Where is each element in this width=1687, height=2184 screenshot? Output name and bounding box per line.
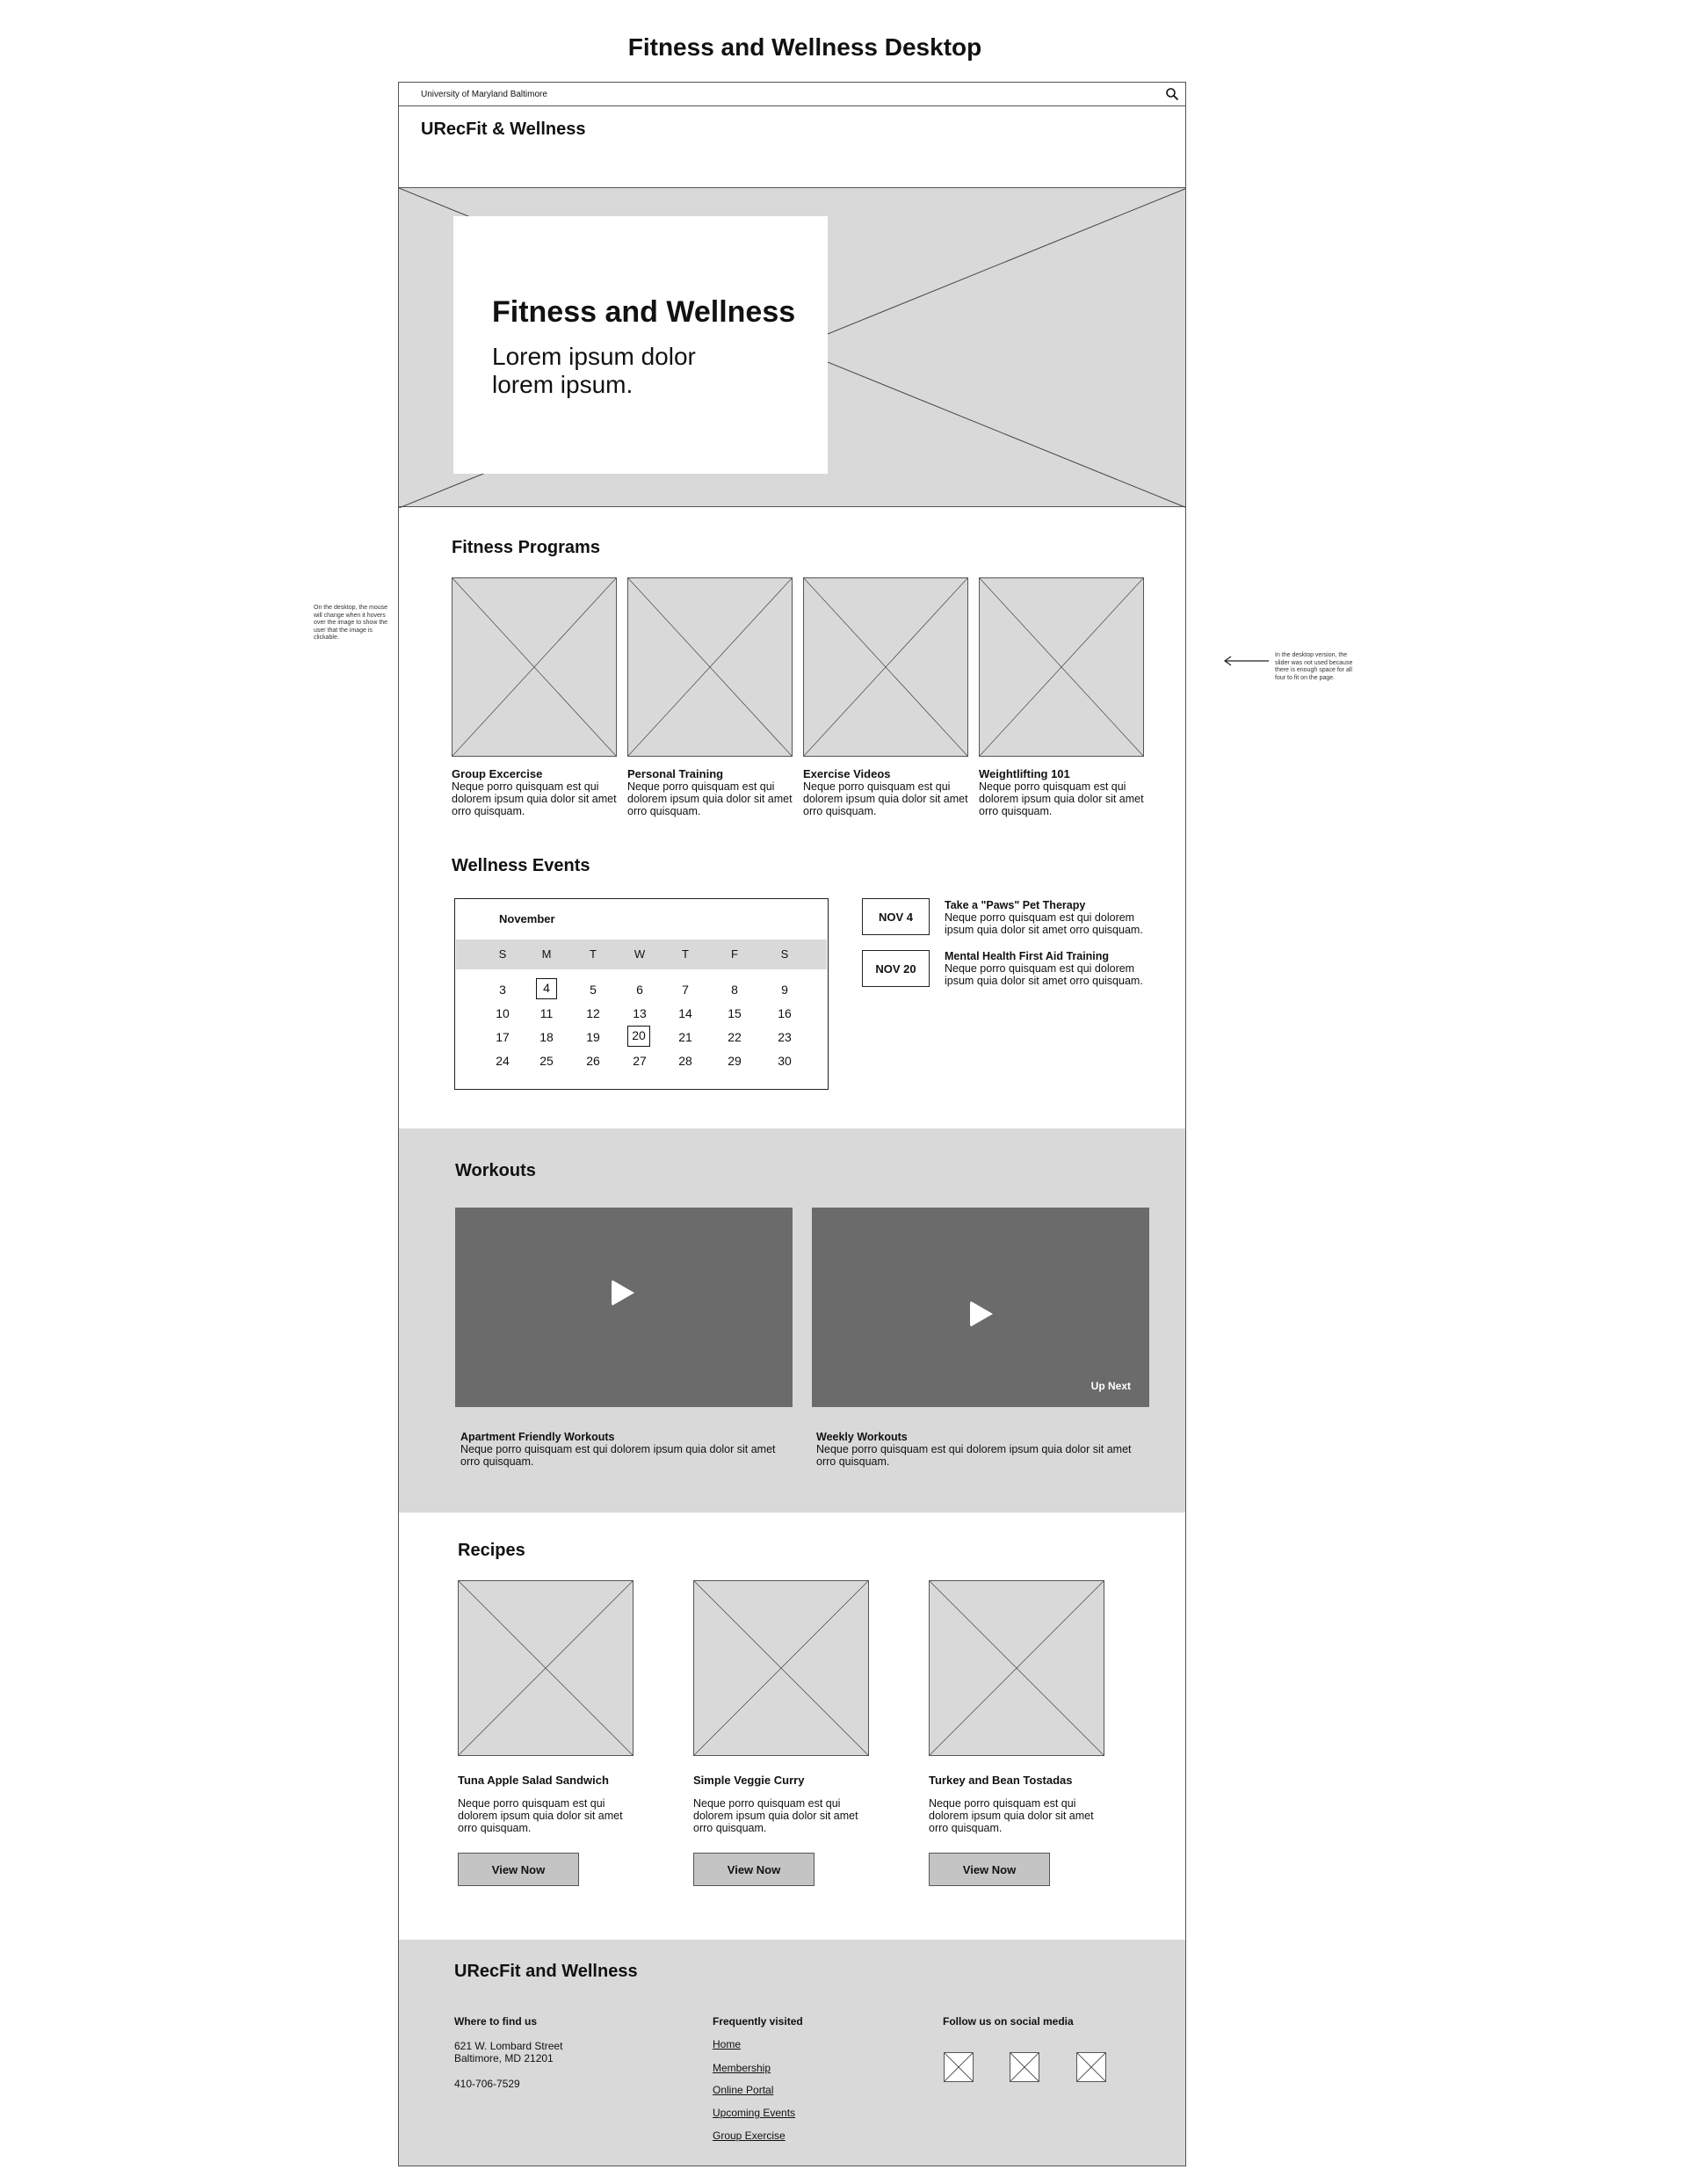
- calendar-day[interactable]: 3: [499, 983, 506, 997]
- calendar-day[interactable]: 24: [496, 1054, 510, 1068]
- calendar-day[interactable]: 10: [496, 1006, 510, 1020]
- recipe-desc: Neque porro quisquam est qui dolorem ipsum quia dolor sit amet orro quisquam.: [693, 1797, 858, 1834]
- footer-link-membership[interactable]: Membership: [713, 2062, 771, 2074]
- calendar-day[interactable]: 14: [678, 1006, 692, 1020]
- program-title[interactable]: Exercise Videos: [803, 767, 891, 780]
- event-title[interactable]: Take a "Paws" Pet Therapy: [945, 899, 1086, 911]
- footer-link-group-exercise[interactable]: Group Exercise: [713, 2130, 786, 2142]
- annotation-right: In the desktop version, the slider was not used because there is enough space for all four to fit on the page.: [1275, 652, 1353, 681]
- calendar-day[interactable]: 21: [678, 1030, 692, 1044]
- recipe-title[interactable]: Simple Veggie Curry: [693, 1774, 805, 1787]
- footer-link-upcoming-events[interactable]: Upcoming Events: [713, 2107, 796, 2119]
- calendar-day[interactable]: 27: [633, 1054, 647, 1068]
- recipe-image-tuna-sandwich[interactable]: [458, 1580, 634, 1756]
- calendar-day[interactable]: 22: [728, 1030, 742, 1044]
- annotation-left: On the desktop, the mouse will change when it hovers over the image to show the user that the image is clickable.: [314, 605, 388, 641]
- calendar-day[interactable]: 16: [778, 1006, 792, 1020]
- calendar-day[interactable]: 13: [633, 1006, 647, 1020]
- event-date-badge[interactable]: NOV 4: [862, 898, 930, 935]
- calendar-day[interactable]: 28: [678, 1054, 692, 1068]
- calendar-day[interactable]: 30: [778, 1054, 792, 1068]
- program-image-weightlifting[interactable]: [979, 577, 1144, 757]
- program-desc: Neque porro quisquam est qui dolorem ipsum quia dolor sit amet orro quisquam.: [627, 780, 793, 817]
- program-title[interactable]: Weightlifting 101: [979, 767, 1070, 780]
- calendar-day[interactable]: 23: [778, 1030, 792, 1044]
- calendar-day[interactable]: 17: [496, 1030, 510, 1044]
- calendar-day[interactable]: 5: [590, 983, 597, 997]
- recipe-image-turkey-tostadas[interactable]: [929, 1580, 1104, 1756]
- hero-subtitle-line1: Lorem ipsum dolor: [492, 343, 696, 370]
- footer-link-online-portal[interactable]: Online Portal: [713, 2084, 774, 2096]
- weekday-label: F: [731, 947, 738, 961]
- hero-card: [453, 216, 828, 474]
- program-desc: Neque porro quisquam est qui dolorem ipsum quia dolor sit amet orro quisquam.: [979, 780, 1144, 817]
- workout-desc-line1: Neque porro quisquam est qui dolorem ipsum quia dolor sit amet: [460, 1443, 776, 1455]
- view-now-button[interactable]: View Now: [693, 1853, 815, 1886]
- calendar-day[interactable]: 29: [728, 1054, 742, 1068]
- calendar-day[interactable]: 8: [731, 983, 738, 997]
- brand-logo[interactable]: URecFit & Wellness: [421, 120, 586, 139]
- calendar-day[interactable]: 9: [781, 983, 788, 997]
- calendar-day[interactable]: 12: [586, 1006, 600, 1020]
- footer-address-line1: 621 W. Lombard Street: [454, 2040, 563, 2052]
- social-media-icon[interactable]: [1076, 2052, 1106, 2082]
- program-desc: Neque porro quisquam est qui dolorem ipsum quia dolor sit amet orro quisquam.: [803, 780, 968, 817]
- event-desc-line1: Neque porro quisquam est qui dolorem: [945, 962, 1135, 975]
- video-player-apartment-workouts[interactable]: [455, 1208, 793, 1407]
- event-desc-line2: ipsum quia dolor sit amet orro quisquam.: [945, 924, 1143, 936]
- social-media-icon[interactable]: [1010, 2052, 1039, 2082]
- weekday-label: S: [780, 947, 789, 961]
- hero-subtitle-line2: lorem ipsum.: [492, 371, 634, 398]
- calendar-day-highlighted[interactable]: 4: [536, 978, 557, 999]
- event-desc-line2: ipsum quia dolor sit amet orro quisquam.: [945, 975, 1143, 987]
- events-heading: Wellness Events: [452, 856, 590, 875]
- page-frame: [398, 82, 1186, 2166]
- calendar-day[interactable]: 26: [586, 1054, 600, 1068]
- calendar-weekday-row: [456, 940, 827, 969]
- program-title[interactable]: Personal Training: [627, 767, 724, 780]
- footer-phone: 410-706-7529: [454, 2078, 520, 2090]
- program-image-personal-training[interactable]: [627, 577, 793, 757]
- calendar-day[interactable]: 6: [636, 983, 643, 997]
- calendar-day[interactable]: 7: [682, 983, 689, 997]
- recipe-title[interactable]: Tuna Apple Salad Sandwich: [458, 1774, 609, 1787]
- recipe-image-veggie-curry[interactable]: [693, 1580, 869, 1756]
- program-image-group-exercise[interactable]: [452, 577, 617, 757]
- calendar-day[interactable]: 19: [586, 1030, 600, 1044]
- view-now-button[interactable]: View Now: [929, 1853, 1050, 1886]
- weekday-label: W: [634, 947, 646, 961]
- calendar: [454, 898, 829, 1090]
- page-title: Fitness and Wellness Desktop: [627, 33, 982, 61]
- footer-address-line2: Baltimore, MD 21201: [454, 2052, 554, 2064]
- event-desc-line1: Neque porro quisquam est qui dolorem: [945, 911, 1135, 924]
- footer-social-heading: Follow us on social media: [943, 2015, 1074, 2028]
- calendar-day[interactable]: 18: [539, 1030, 554, 1044]
- recipe-desc: Neque porro quisquam est qui dolorem ipsum quia dolor sit amet orro quisquam.: [929, 1797, 1094, 1834]
- recipe-title[interactable]: Turkey and Bean Tostadas: [929, 1774, 1073, 1787]
- workout-desc-line2: orro quisquam.: [816, 1455, 890, 1468]
- calendar-day[interactable]: 25: [539, 1054, 554, 1068]
- up-next-label: Up Next: [1090, 1380, 1131, 1392]
- event-date-badge[interactable]: NOV 20: [862, 950, 930, 987]
- footer-where-heading: Where to find us: [454, 2015, 537, 2028]
- annotation-right-arrow: [1221, 652, 1271, 670]
- social-media-icon[interactable]: [944, 2052, 974, 2082]
- view-now-button[interactable]: View Now: [458, 1853, 579, 1886]
- program-desc: Neque porro quisquam est qui dolorem ipsum quia dolor sit amet orro quisquam.: [452, 780, 617, 817]
- calendar-day[interactable]: 11: [539, 1006, 554, 1020]
- footer-brand: URecFit and Wellness: [454, 1962, 638, 1981]
- play-icon[interactable]: [970, 1301, 993, 1327]
- weekday-label: M: [541, 947, 552, 961]
- calendar-month: November: [499, 912, 555, 925]
- calendar-day[interactable]: 15: [728, 1006, 742, 1020]
- search-icon[interactable]: [1165, 87, 1179, 101]
- video-player-weekly-workouts[interactable]: [812, 1208, 1149, 1407]
- hero-banner: [399, 187, 1185, 507]
- program-image-exercise-videos[interactable]: [803, 577, 968, 757]
- top-bar: [399, 83, 1185, 106]
- programs-heading: Fitness Programs: [452, 538, 600, 557]
- workout-title[interactable]: Apartment Friendly Workouts: [460, 1431, 615, 1443]
- university-name[interactable]: University of Maryland Baltimore: [421, 90, 547, 99]
- hero-title: Fitness and Wellness: [492, 295, 796, 329]
- play-icon[interactable]: [612, 1280, 634, 1306]
- workout-title[interactable]: Weekly Workouts: [816, 1431, 908, 1443]
- workout-desc-line1: Neque porro quisquam est qui dolorem ipsum quia dolor sit amet: [816, 1443, 1132, 1455]
- weekday-label: T: [682, 947, 689, 961]
- program-title[interactable]: Group Excercise: [452, 767, 543, 780]
- workouts-heading: Workouts: [455, 1161, 536, 1180]
- workout-desc-line2: orro quisquam.: [460, 1455, 534, 1468]
- recipes-heading: Recipes: [458, 1541, 525, 1560]
- footer-link-home[interactable]: Home: [713, 2038, 742, 2050]
- workouts-section: [399, 1128, 1185, 1513]
- weekday-label: T: [590, 947, 597, 961]
- event-title[interactable]: Mental Health First Aid Training: [945, 950, 1110, 962]
- weekday-label: S: [498, 947, 507, 961]
- footer-frequent-heading: Frequently visited: [713, 2015, 803, 2028]
- footer: [399, 1940, 1185, 2166]
- recipe-desc: Neque porro quisquam est qui dolorem ipsum quia dolor sit amet orro quisquam.: [458, 1797, 623, 1834]
- calendar-day-highlighted[interactable]: 20: [627, 1026, 650, 1047]
